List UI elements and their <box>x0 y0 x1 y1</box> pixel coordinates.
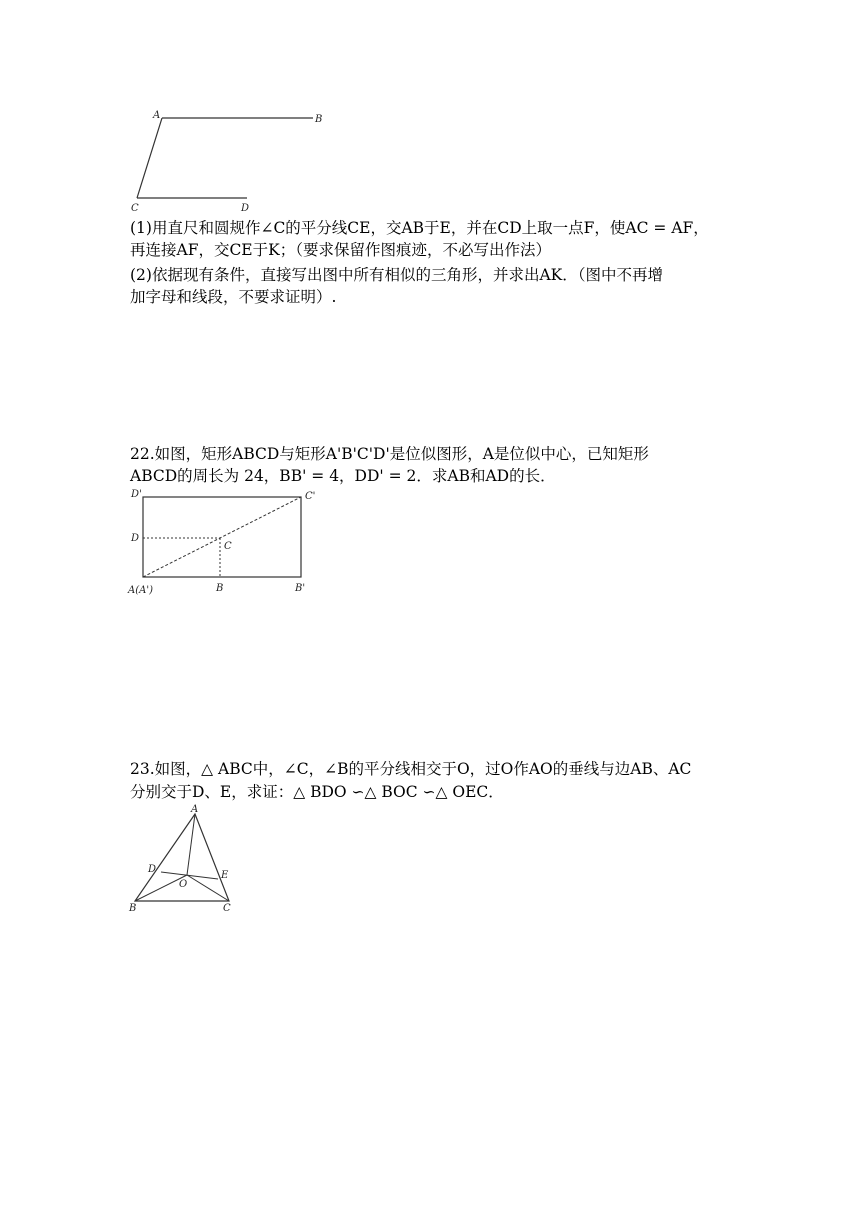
problem21-line3: (2)依据现有条件，直接写出图中所有相似的三角形，并求出AK．（图中不再增 <box>130 266 663 284</box>
problem22-line1: 22.如图，矩形ABCD与矩形A'B'C'D'是位似图形，A是位似中心，已知矩形 <box>130 445 649 463</box>
problem21-line4: 加字母和线段，不要求证明）. <box>130 288 337 306</box>
label-B: B <box>315 114 323 125</box>
problem21-figure <box>125 105 335 215</box>
label-O: O <box>179 879 188 890</box>
problem22-line2: ABCD的周长为 24，BB' = 4，DD' = 2．求AB和AD的长． <box>130 467 556 485</box>
problem23-line2: 分别交于D、E，求证：△ BDO ∽△ BOC ∽△ OEC． <box>130 783 504 801</box>
label-A: A(A') <box>128 585 153 596</box>
problem21-line1: (1)用直尺和圆规作∠C的平分线CE，交AB于E，并在CD上取一点F，使AC = AF， <box>130 219 709 237</box>
label-B: B <box>216 583 224 594</box>
label-C-prime: C' <box>305 491 316 502</box>
label-D: D <box>241 203 250 214</box>
label-A: A <box>191 804 199 815</box>
label-C: C <box>131 203 139 214</box>
label-D: D <box>131 533 140 544</box>
problem22-figure <box>125 485 325 600</box>
label-C: C <box>223 903 231 914</box>
label-B: B <box>129 903 137 914</box>
label-C: C <box>224 541 232 552</box>
label-A: A <box>153 110 161 121</box>
label-E: E <box>221 870 229 881</box>
problem23-figure <box>125 800 245 920</box>
label-D-prime: D' <box>131 489 142 500</box>
problem23-line1: 23.如图，△ ABC中，∠C，∠B的平分线相交于O，过O作AO的垂线与边AB、AC <box>130 760 692 778</box>
label-B-prime: B' <box>295 583 306 594</box>
label-D: D <box>148 864 157 875</box>
problem21-line2: 再连接AF，交CE于K；（要求保留作图痕迹，不必写出作法） <box>130 241 551 259</box>
